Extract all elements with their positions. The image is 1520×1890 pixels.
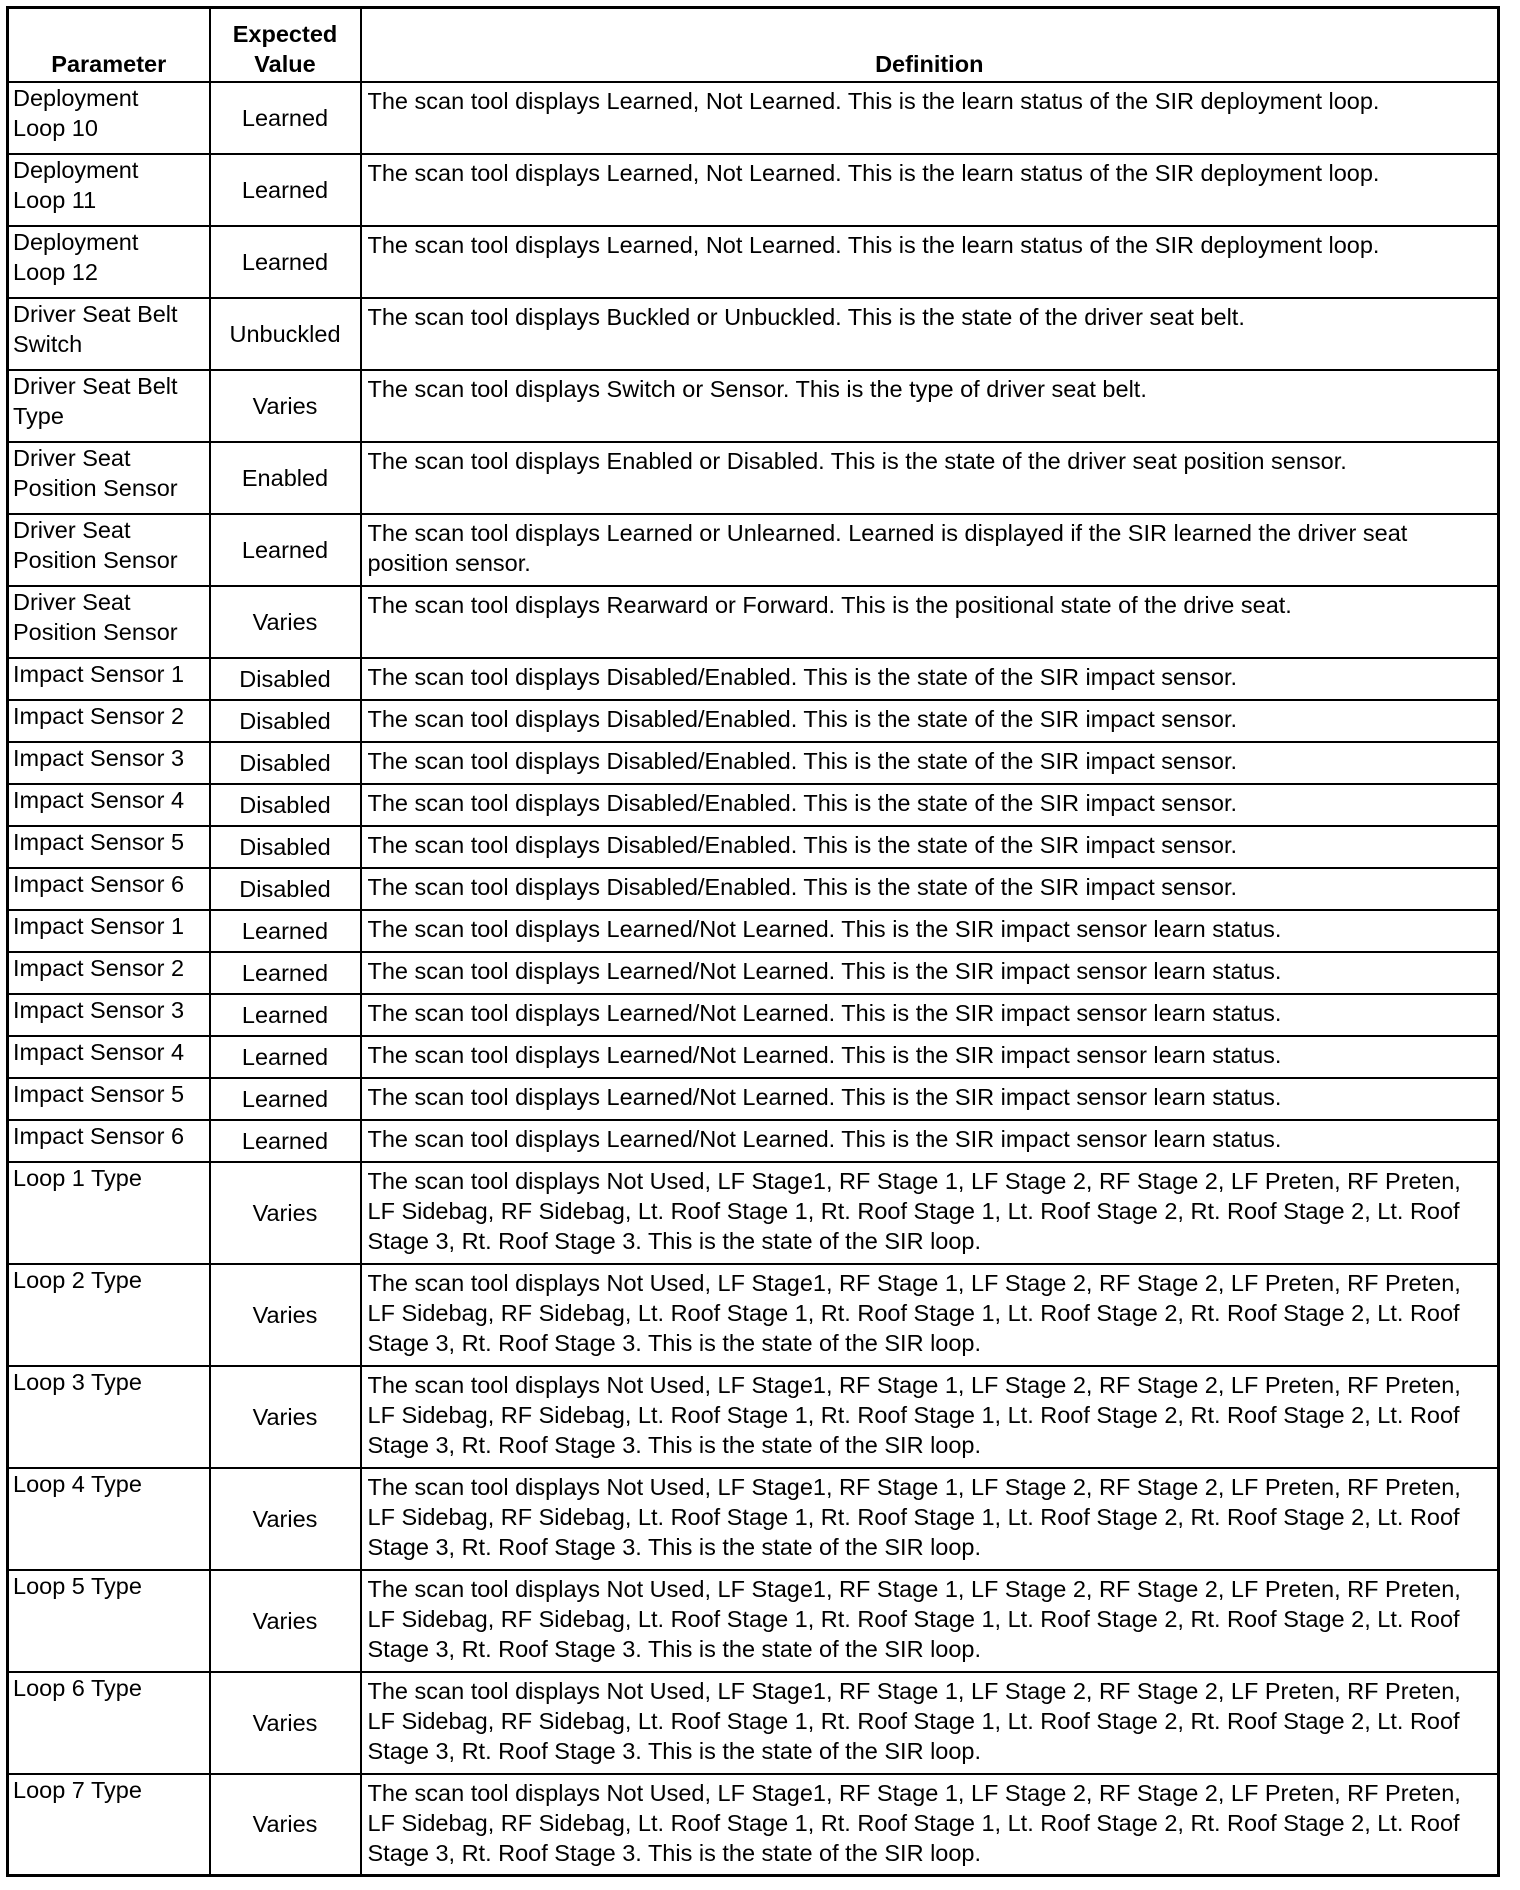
parameter-cell: Loop 6 Type [8, 1672, 210, 1774]
expected-value-cell: Varies [210, 370, 361, 442]
table-row [8, 1774, 1499, 1876]
expected-value-cell: Learned [210, 994, 361, 1036]
header-definition: Definition [361, 8, 1499, 82]
table-row [8, 910, 1499, 952]
definition-cell: The scan tool displays Learned, Not Learned. This is the learn status of the SIR deployment loop. [361, 226, 1499, 298]
table-row [8, 226, 1499, 298]
expected-value-cell: Learned [210, 226, 361, 298]
expected-value-cell: Disabled [210, 868, 361, 910]
expected-value-cell: Learned [210, 82, 361, 154]
definition-cell: The scan tool displays Not Used, LF Stage1, RF Stage 1, LF Stage 2, RF Stage 2, LF Preten, RF Preten, LF Sidebag, RF Sidebag, Lt. Roof Stage 1, Rt. Roof Stage 1, Lt. Roof Stage 2, Rt. Roof Stage 2, Lt. Roof Stage 3, Rt. Roof Stage 3. This is the state of the SIR loop. [361, 1672, 1499, 1774]
definition-cell: The scan tool displays Disabled/Enabled. This is the state of the SIR impact sensor. [361, 658, 1499, 700]
table-row [8, 514, 1499, 586]
definition-cell: The scan tool displays Enabled or Disabled. This is the state of the driver seat position sensor. [361, 442, 1499, 514]
parameter-cell: Impact Sensor 5 [8, 826, 210, 868]
table-row [8, 298, 1499, 370]
expected-value-cell: Varies [210, 1264, 361, 1366]
parameter-cell: Impact Sensor 1 [8, 910, 210, 952]
definition-cell: The scan tool displays Buckled or Unbuckled. This is the state of the driver seat belt. [361, 298, 1499, 370]
parameter-cell: Impact Sensor 6 [8, 1120, 210, 1162]
parameter-cell: Driver Seat Belt Type [8, 370, 210, 442]
table-row [8, 1036, 1499, 1078]
table-row [8, 586, 1499, 658]
expected-value-cell: Enabled [210, 442, 361, 514]
definition-cell: The scan tool displays Learned, Not Learned. This is the learn status of the SIR deployment loop. [361, 82, 1499, 154]
definition-cell: The scan tool displays Not Used, LF Stage1, RF Stage 1, LF Stage 2, RF Stage 2, LF Preten, RF Preten, LF Sidebag, RF Sidebag, Lt. Roof Stage 1, Rt. Roof Stage 1, Lt. Roof Stage 2, Rt. Roof Stage 2, Lt. Roof Stage 3, Rt. Roof Stage 3. This is the state of the SIR loop. [361, 1366, 1499, 1468]
definition-cell: The scan tool displays Learned/Not Learned. This is the SIR impact sensor learn status. [361, 1078, 1499, 1120]
definition-cell: The scan tool displays Learned/Not Learned. This is the SIR impact sensor learn status. [361, 952, 1499, 994]
parameter-cell: Deployment Loop 12 [8, 226, 210, 298]
definition-cell: The scan tool displays Rearward or Forward. This is the positional state of the drive seat. [361, 586, 1499, 658]
table-row [8, 994, 1499, 1036]
table-row [8, 82, 1499, 154]
expected-value-cell: Learned [210, 952, 361, 994]
parameter-cell: Driver Seat Belt Switch [8, 298, 210, 370]
parameter-cell: Impact Sensor 3 [8, 742, 210, 784]
parameter-cell: Loop 5 Type [8, 1570, 210, 1672]
expected-value-cell: Learned [210, 154, 361, 226]
table-row [8, 1078, 1499, 1120]
parameter-cell: Impact Sensor 6 [8, 868, 210, 910]
definition-cell: The scan tool displays Learned/Not Learned. This is the SIR impact sensor learn status. [361, 994, 1499, 1036]
table-row [8, 868, 1499, 910]
expected-value-cell: Varies [210, 586, 361, 658]
expected-value-cell: Varies [210, 1570, 361, 1672]
table-row [8, 784, 1499, 826]
parameter-cell: Deployment Loop 11 [8, 154, 210, 226]
expected-value-cell: Disabled [210, 700, 361, 742]
definition-cell: The scan tool displays Learned or Unlearned. Learned is displayed if the SIR learned the driver seat position sensor. [361, 514, 1499, 586]
parameter-table [6, 6, 1500, 1877]
parameter-cell: Impact Sensor 4 [8, 784, 210, 826]
definition-cell: The scan tool displays Disabled/Enabled. This is the state of the SIR impact sensor. [361, 826, 1499, 868]
parameter-cell: Loop 1 Type [8, 1162, 210, 1264]
expected-value-cell: Disabled [210, 784, 361, 826]
parameter-cell: Driver Seat Position Sensor [8, 586, 210, 658]
table-row [8, 826, 1499, 868]
table-row [8, 1264, 1499, 1366]
table-row [8, 1162, 1499, 1264]
definition-cell: The scan tool displays Disabled/Enabled. This is the state of the SIR impact sensor. [361, 742, 1499, 784]
header-parameter: Parameter [8, 8, 210, 82]
expected-value-cell: Learned [210, 910, 361, 952]
parameter-cell: Impact Sensor 5 [8, 1078, 210, 1120]
table-row [8, 658, 1499, 700]
table-row [8, 154, 1499, 226]
expected-value-cell: Learned [210, 1120, 361, 1162]
header-row [8, 8, 1499, 82]
table-row [8, 370, 1499, 442]
table-row [8, 442, 1499, 514]
definition-cell: The scan tool displays Not Used, LF Stage1, RF Stage 1, LF Stage 2, RF Stage 2, LF Preten, RF Preten, LF Sidebag, RF Sidebag, Lt. Roof Stage 1, Rt. Roof Stage 1, Lt. Roof Stage 2, Rt. Roof Stage 2, Lt. Roof Stage 3, Rt. Roof Stage 3. This is the state of the SIR loop. [361, 1774, 1499, 1876]
parameter-cell: Impact Sensor 4 [8, 1036, 210, 1078]
definition-cell: The scan tool displays Not Used, LF Stage1, RF Stage 1, LF Stage 2, RF Stage 2, LF Preten, RF Preten, LF Sidebag, RF Sidebag, Lt. Roof Stage 1, Rt. Roof Stage 1, Lt. Roof Stage 2, Rt. Roof Stage 2, Lt. Roof Stage 3, Rt. Roof Stage 3. This is the state of the SIR loop. [361, 1468, 1499, 1570]
expected-value-cell: Disabled [210, 658, 361, 700]
expected-value-cell: Varies [210, 1774, 361, 1876]
expected-value-cell: Unbuckled [210, 298, 361, 370]
definition-cell: The scan tool displays Learned/Not Learned. This is the SIR impact sensor learn status. [361, 910, 1499, 952]
table-row [8, 1468, 1499, 1570]
parameter-cell: Impact Sensor 3 [8, 994, 210, 1036]
parameter-cell: Impact Sensor 1 [8, 658, 210, 700]
table-row [8, 742, 1499, 784]
expected-value-cell: Learned [210, 1078, 361, 1120]
definition-cell: The scan tool displays Learned/Not Learned. This is the SIR impact sensor learn status. [361, 1120, 1499, 1162]
table-row [8, 952, 1499, 994]
parameter-cell: Impact Sensor 2 [8, 700, 210, 742]
definition-cell: The scan tool displays Not Used, LF Stage1, RF Stage 1, LF Stage 2, RF Stage 2, LF Preten, RF Preten, LF Sidebag, RF Sidebag, Lt. Roof Stage 1, Rt. Roof Stage 1, Lt. Roof Stage 2, Rt. Roof Stage 2, Lt. Roof Stage 3, Rt. Roof Stage 3. This is the state of the SIR loop. [361, 1264, 1499, 1366]
parameter-cell: Loop 3 Type [8, 1366, 210, 1468]
table-row [8, 1366, 1499, 1468]
expected-value-cell: Learned [210, 514, 361, 586]
definition-cell: The scan tool displays Learned, Not Learned. This is the learn status of the SIR deployment loop. [361, 154, 1499, 226]
table-row [8, 1672, 1499, 1774]
parameter-cell: Loop 2 Type [8, 1264, 210, 1366]
expected-value-cell: Varies [210, 1468, 361, 1570]
table-row [8, 700, 1499, 742]
expected-value-cell: Varies [210, 1366, 361, 1468]
table-body [8, 82, 1499, 1876]
definition-cell: The scan tool displays Not Used, LF Stage1, RF Stage 1, LF Stage 2, RF Stage 2, LF Preten, RF Preten, LF Sidebag, RF Sidebag, Lt. Roof Stage 1, Rt. Roof Stage 1, Lt. Roof Stage 2, Rt. Roof Stage 2, Lt. Roof Stage 3, Rt. Roof Stage 3. This is the state of the SIR loop. [361, 1162, 1499, 1264]
parameter-cell: Loop 4 Type [8, 1468, 210, 1570]
parameter-cell: Deployment Loop 10 [8, 82, 210, 154]
expected-value-cell: Varies [210, 1162, 361, 1264]
expected-value-cell: Learned [210, 1036, 361, 1078]
table-row [8, 1120, 1499, 1162]
parameter-cell: Driver Seat Position Sensor [8, 514, 210, 586]
expected-value-cell: Disabled [210, 742, 361, 784]
table-row [8, 1570, 1499, 1672]
definition-cell: The scan tool displays Switch or Sensor. This is the type of driver seat belt. [361, 370, 1499, 442]
definition-cell: The scan tool displays Disabled/Enabled. This is the state of the SIR impact sensor. [361, 784, 1499, 826]
parameter-cell: Driver Seat Position Sensor [8, 442, 210, 514]
expected-value-cell: Varies [210, 1672, 361, 1774]
definition-cell: The scan tool displays Disabled/Enabled. This is the state of the SIR impact sensor. [361, 700, 1499, 742]
expected-value-cell: Disabled [210, 826, 361, 868]
definition-cell: The scan tool displays Disabled/Enabled. This is the state of the SIR impact sensor. [361, 868, 1499, 910]
definition-cell: The scan tool displays Learned/Not Learned. This is the SIR impact sensor learn status. [361, 1036, 1499, 1078]
parameter-cell: Impact Sensor 2 [8, 952, 210, 994]
definition-cell: The scan tool displays Not Used, LF Stage1, RF Stage 1, LF Stage 2, RF Stage 2, LF Preten, RF Preten, LF Sidebag, RF Sidebag, Lt. Roof Stage 1, Rt. Roof Stage 1, Lt. Roof Stage 2, Rt. Roof Stage 2, Lt. Roof Stage 3, Rt. Roof Stage 3. This is the state of the SIR loop. [361, 1570, 1499, 1672]
parameter-cell: Loop 7 Type [8, 1774, 210, 1876]
header-expected-value: Expected Value [210, 8, 361, 82]
